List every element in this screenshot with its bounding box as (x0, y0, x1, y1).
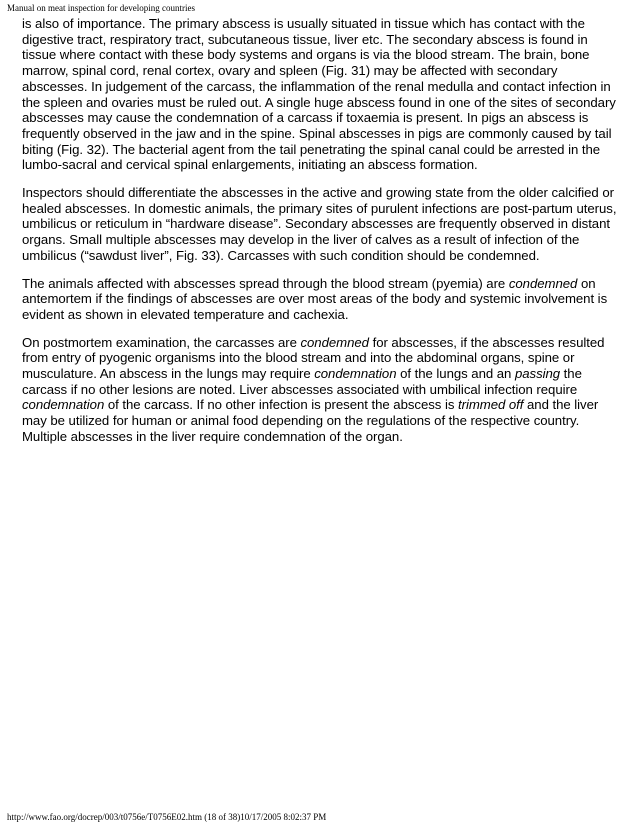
italic-term: condemned (300, 334, 369, 350)
page-footer-url: http://www.fao.org/docrep/003/t0756e/T0756E02.htm (18 of 38)10/17/2005 8:02:37 PM (7, 812, 327, 822)
italic-term: trimmed off (457, 397, 524, 413)
text-segment: for abscesses, if the abscesses resulted from entry of pyogenic organisms into the blood stream and into the abdominal organs, spine or musculature. An abscess in the lungs may require (22, 334, 605, 382)
paragraph (22, 335, 620, 445)
text-segment: the carcass if no other lesions are noted. Liver abscesses associated with umbilical infection require (22, 366, 582, 397)
paragraph (22, 185, 620, 264)
text-segment: of the lungs and an (396, 366, 515, 382)
text-segment: and the liver may be utilized for human or animal food depending on the regulations of the respective country. Multiple abscesses in the liver require condemnation of the organ. (22, 397, 599, 444)
text-segment: on antemortem if the findings of abscesses are over most areas of the body and systemic involvement is evident as shown in elevated temperature and cachexia. (22, 275, 608, 322)
text-segment: of the carcass. If no other infection is present the abscess is (104, 397, 458, 413)
paragraph (22, 16, 620, 173)
text-segment: Inspectors should differentiate the abscesses in the active and growing state from the older calcified or healed abscesses. In domestic animals, the primary sites of purulent infections are post-partum uterus, umbilicus or reticulum in “hardware disease”. Secondary abscesses are frequently observed in distant organs. Small multiple abscesses may develop in the liver of calves as a result of infection of the umbilicus (“sawdust liver”, Fig. 33). Carcasses with such condition should be condemned. (22, 185, 617, 263)
italic-term: passing (514, 366, 561, 382)
paragraph (22, 276, 620, 323)
italic-term: condemnation (22, 397, 105, 413)
text-segment: The animals affected with abscesses spread through the blood stream (pyemia) are (22, 275, 509, 291)
italic-term: condemnation (314, 366, 397, 382)
text-segment: is also of importance. The primary abscess is usually situated in tissue which has contact with the digestive tract, respiratory tract, subcutaneous tissue, liver etc. The secondary abscess is found in tissue where contact with these body systems and organs is via the blood stream. The brain, bone marrow, spinal cord, renal cortex, ovary and spleen (Fig. 31) may be affected with secondary abscesses. In judgement of the carcass, the inflammation of the renal medulla and contact infection in the spleen and ovaries must be ruled out. A single huge abscess found in one of the sites of secondary abscesses may cause the condemnation of a carcass if toxaemia is present. In pigs an abscess is frequently observed in the jaw and in the spine. Spinal abscesses in pigs are commonly caused by tail biting (Fig. 32). The bacterial agent from the tail penetrating the spinal canal could be arrested in the lumbo-sacral and cervical spinal enlargements, initiating an abscess formation. (22, 16, 616, 173)
text-segment: On postmortem examination, the carcasses are (22, 334, 301, 350)
document-body (22, 16, 620, 457)
page-header-title: Manual on meat inspection for developing countries (7, 3, 195, 13)
italic-term: condemned (508, 275, 578, 291)
